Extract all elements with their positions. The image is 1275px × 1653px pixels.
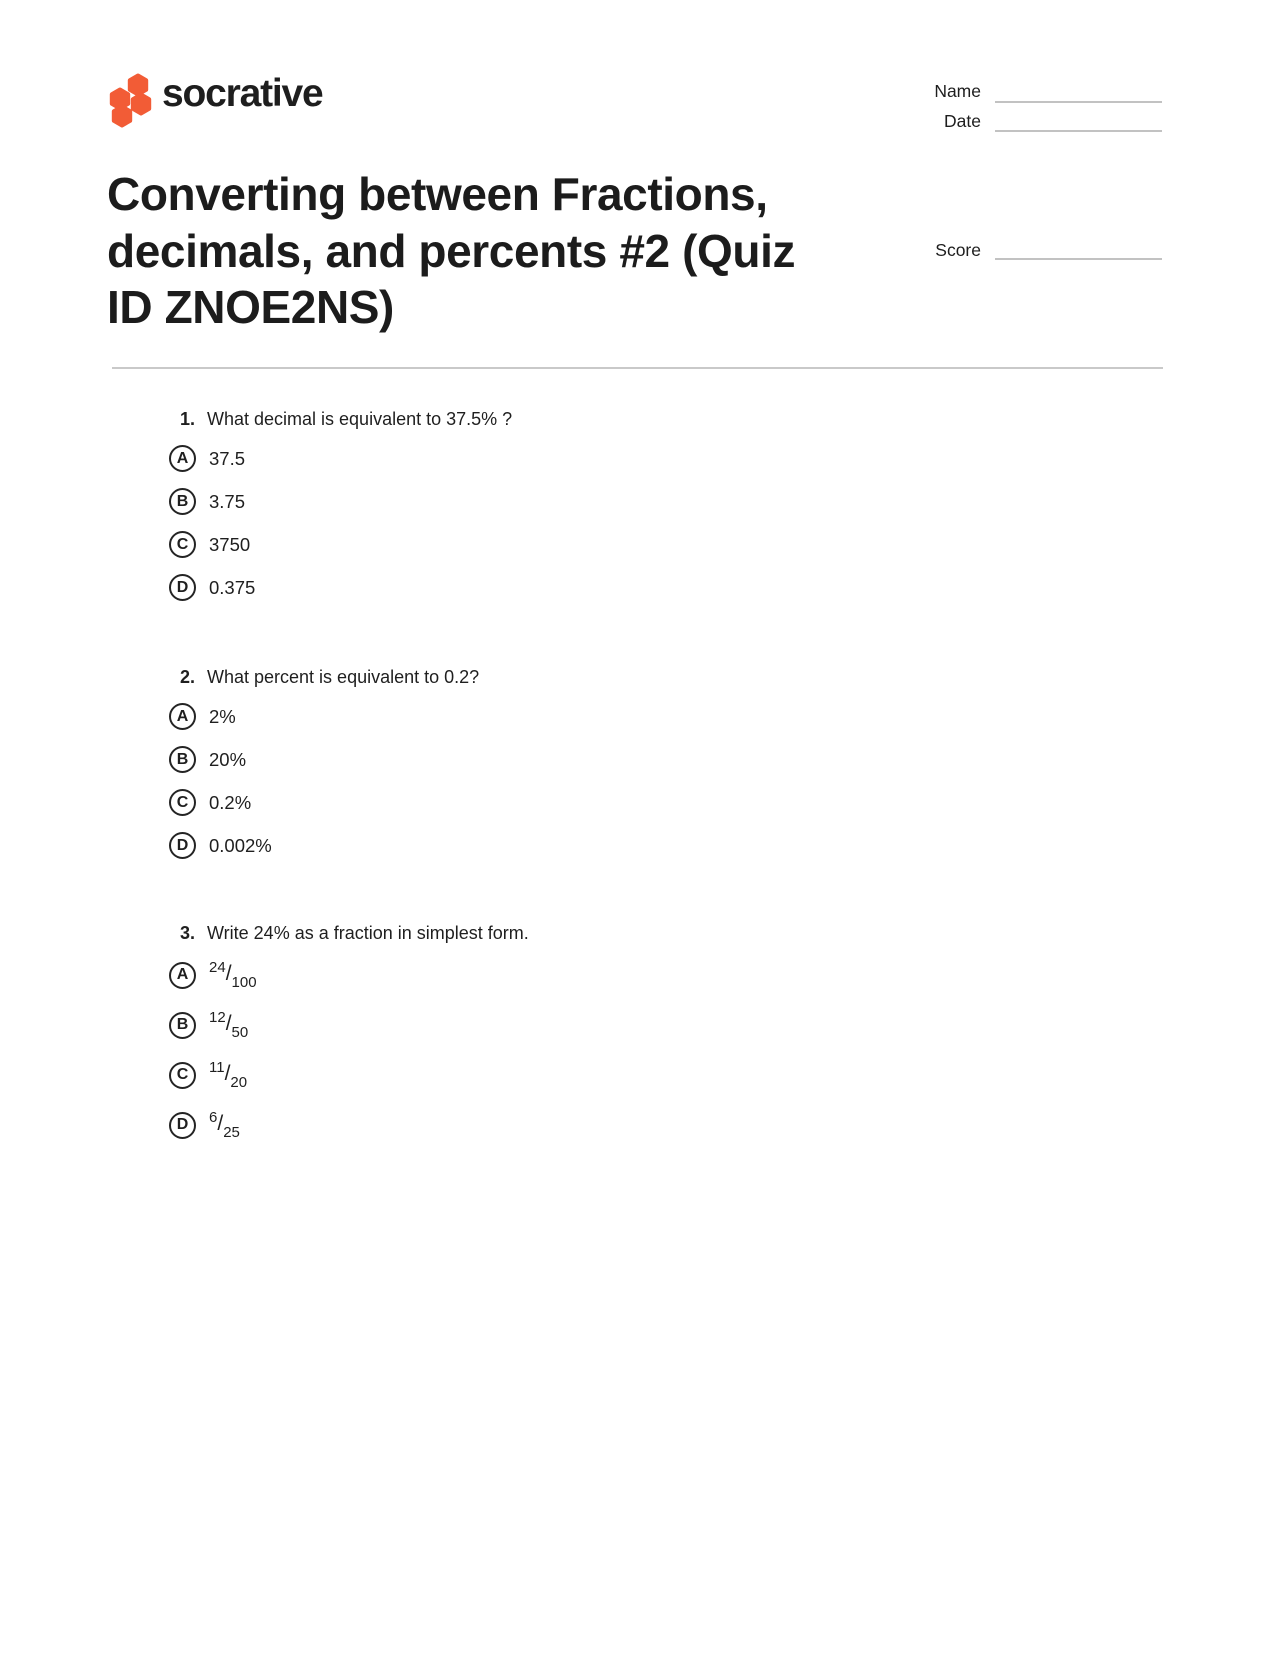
fraction-slash: / [217,1112,224,1135]
answer-option [0,1007,1275,1043]
name-fill-line [995,101,1162,103]
score-label: Score [935,240,981,260]
question-number: 2. [179,667,195,687]
option-text: 0.375 [209,576,256,598]
answer-option [0,701,1275,732]
option-letter: D [176,1116,189,1133]
option-letter: D [176,836,189,854]
question-text: Write 24% as a fraction in simplest form. [207,923,529,943]
option-letter: A [176,707,189,725]
fraction-slash: / [225,1012,232,1035]
date-fill-line [995,130,1162,132]
option-text: 20% [209,748,247,770]
fraction-denominator: 20 [230,1074,248,1091]
socrative-logo [104,60,354,132]
option-fraction [209,1109,240,1141]
hexagon-icon [133,95,149,114]
hexagon-icon [114,107,130,126]
header-divider [112,367,1163,369]
option-letter: D [176,578,189,596]
option-bubble [169,531,196,558]
option-letter: C [176,1066,189,1083]
option-letter: C [176,793,189,811]
option-letter: A [176,966,189,983]
question-header [0,921,1275,945]
option-bubble [169,1062,196,1089]
option-fraction [209,1059,247,1091]
option-bubble [169,703,196,730]
quiz-title-line: ID ZNOE2NS) [107,281,394,333]
question-number: 3. [179,923,195,943]
option-text: 0.2% [209,791,252,813]
option-bubble [169,488,196,515]
fraction-denominator: 50 [231,1024,249,1041]
answer-option [0,443,1275,474]
fraction-denominator: 25 [223,1124,240,1141]
option-fraction [209,959,257,991]
socrative-wordmark: socrative [162,72,323,115]
question-2 [0,665,1275,873]
option-bubble [169,1112,196,1139]
name-label: Name [934,81,981,101]
fraction-slash: / [225,962,232,985]
date-label: Date [944,111,981,131]
fraction-numerator: 11 [209,1059,225,1076]
score-fill-line [995,258,1162,260]
option-bubble [169,962,196,989]
option-text: 0.002% [209,834,272,856]
socrative-hexagons-icon [104,60,162,132]
fraction-slash: / [224,1062,231,1085]
question-header [0,665,1275,689]
answer-option [0,744,1275,775]
option-text: 37.5 [209,447,246,469]
answer-option [0,830,1275,861]
question-header [0,407,1275,431]
answer-option [0,957,1275,993]
option-letter: B [176,492,189,510]
option-bubble [169,1012,196,1039]
answer-option [0,486,1275,517]
fraction-denominator: 100 [231,974,257,991]
option-text: 3750 [209,533,251,555]
option-letter: B [176,1016,189,1033]
question-text: What decimal is equivalent to 37.5% ? [207,409,513,429]
option-fraction [209,1009,248,1041]
option-text: 2% [209,705,236,727]
option-bubble [169,445,196,472]
option-letter: A [176,449,189,467]
answer-option [0,787,1275,818]
question-number: 1. [179,409,195,429]
answer-option [0,1057,1275,1093]
option-bubble [169,746,196,773]
fraction-numerator: 12 [209,1009,226,1026]
quiz-title-line: decimals, and percents #2 (Quiz [107,224,796,277]
quiz-title [107,166,927,336]
option-text: 3.75 [209,490,246,512]
option-bubble [169,789,196,816]
answer-option [0,572,1275,603]
fraction-numerator: 24 [209,959,226,976]
question-text: What percent is equivalent to 0.2? [207,667,480,687]
fraction-numerator: 6 [209,1109,218,1126]
option-bubble [169,832,196,859]
question-3 [0,921,1275,1157]
question-1 [0,407,1275,615]
option-letter: C [176,535,189,553]
option-bubble [169,574,196,601]
hexagon-icon [130,76,146,95]
answer-option [0,1107,1275,1143]
quiz-title-line: Converting between Fractions, [107,168,768,220]
option-letter: B [176,750,189,768]
answer-option [0,529,1275,560]
